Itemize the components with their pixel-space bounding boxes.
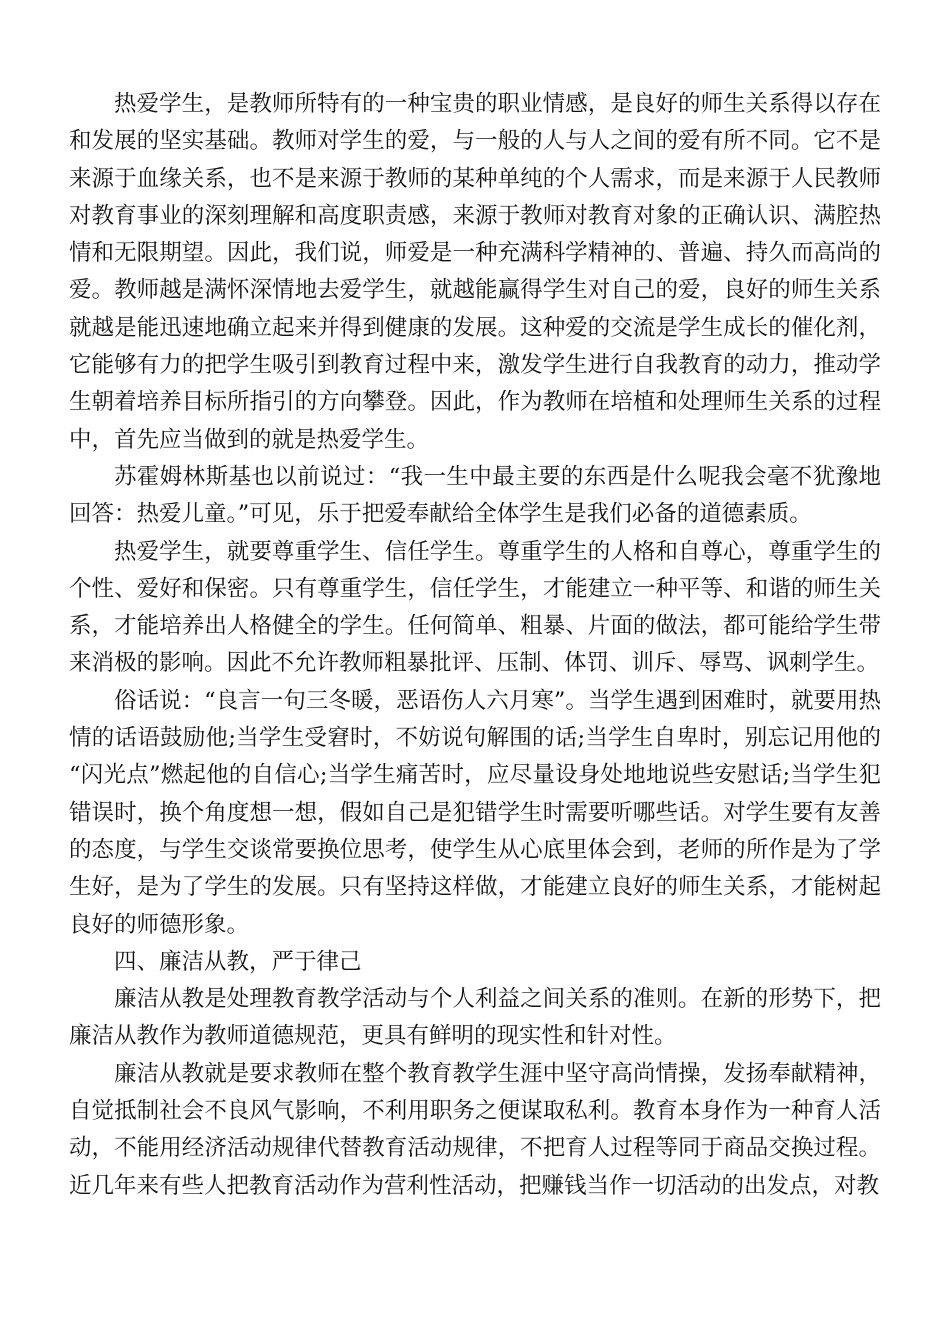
document-page	[69, 86, 881, 1205]
paragraph-respect-trust: 热爱学生，就要尊重学生、信任学生。尊重学生的人格和自尊心，尊重学生的个性、爱好和保密。只有尊重学生，信任学生，才能建立一种平等、和谐的师生关系，才能培养出人格健全的学生。任何简单、粗暴、片面的做法，都可能给学生带来消极的影响。因此不允许教师粗暴批评、压制、体罚、训斥、辱骂、讽刺学生。	[69, 538, 881, 677]
paragraph-integrity-principle: 廉洁从教是处理教育教学活动与个人利益之间关系的准则。在新的形势下，把廉洁从教作为教师道德规范，更具有鲜明的现实性和针对性。	[69, 986, 881, 1050]
paragraph-proverb-kind-words: 俗话说：“良言一句三冬暖，恶语伤人六月寒”。当学生遇到困难时，就要用热情的话语鼓励他;当学生受窘时，不妨说句解围的话;当学生自卑时，别忘记用他的“闪光点”燃起他的自信心;当学生痛苦时，应尽量设身处地地说些安慰话;当学生犯错误时，换个角度想一想，假如自己是犯错学生时需要听哪些话。对学生要有友善的态度，与学生交谈常要换位思考，使学生从心底里体会到，老师的所作是为了学生好，是为了学生的发展。只有坚持这样做，才能建立良好的师生关系，才能树起良好的师德形象。	[69, 687, 881, 938]
paragraph-love-students: 热爱学生，是教师所特有的一种宝贵的职业情感，是良好的师生关系得以存在和发展的坚实基础。教师对学生的爱，与一般的人与人之间的爱有所不同。它不是来源于血缘关系，也不是来源于教师的某种单纯的个人需求，而是来源于人民教师对教育事业的深刻理解和高度职责感，来源于教师对教育对象的正确认识、满腔热情和无限期望。因此，我们说，师爱是一种充满科学精神的、普遍、持久而高尚的爱。教师越是满怀深情地去爱学生，就越能赢得学生对自己的爱，良好的师生关系就越是能迅速地确立起来并得到健康的发展。这种爱的交流是学生成长的催化剂，它能够有力的把学生吸引到教育过程中来，激发学生进行自我教育的动力，推动学生朝着培养目标所指引的方向攀登。因此，作为教师在培植和处理师生关系的过程中，首先应当做到的就是热爱学生。	[69, 91, 881, 453]
paragraph-integrity-requirements: 廉洁从教就是要求教师在整个教育教学生涯中坚守高尚情操，发扬奉献精神，自觉抵制社会不良风气影响，不利用职务之便谋取私利。教育本身作为一种育人活动，不能用经济活动规律代替教育活动规律，不把育人过程等同于商品交换过程。近几年来有些人把教育活动作为营利性活动，把赚钱当作一切活动的出发点，对教	[69, 1060, 881, 1199]
section-heading-integrity: 四、廉洁从教，严于律己	[114, 948, 362, 975]
paragraph-sukhomlinsky-quote: 苏霍姆林斯基也以前说过：“我一生中最主要的东西是什么呢我会毫不犹豫地回答：热爱儿童。”可见，乐于把爱奉献给全体学生是我们必备的道德素质。	[69, 463, 881, 528]
